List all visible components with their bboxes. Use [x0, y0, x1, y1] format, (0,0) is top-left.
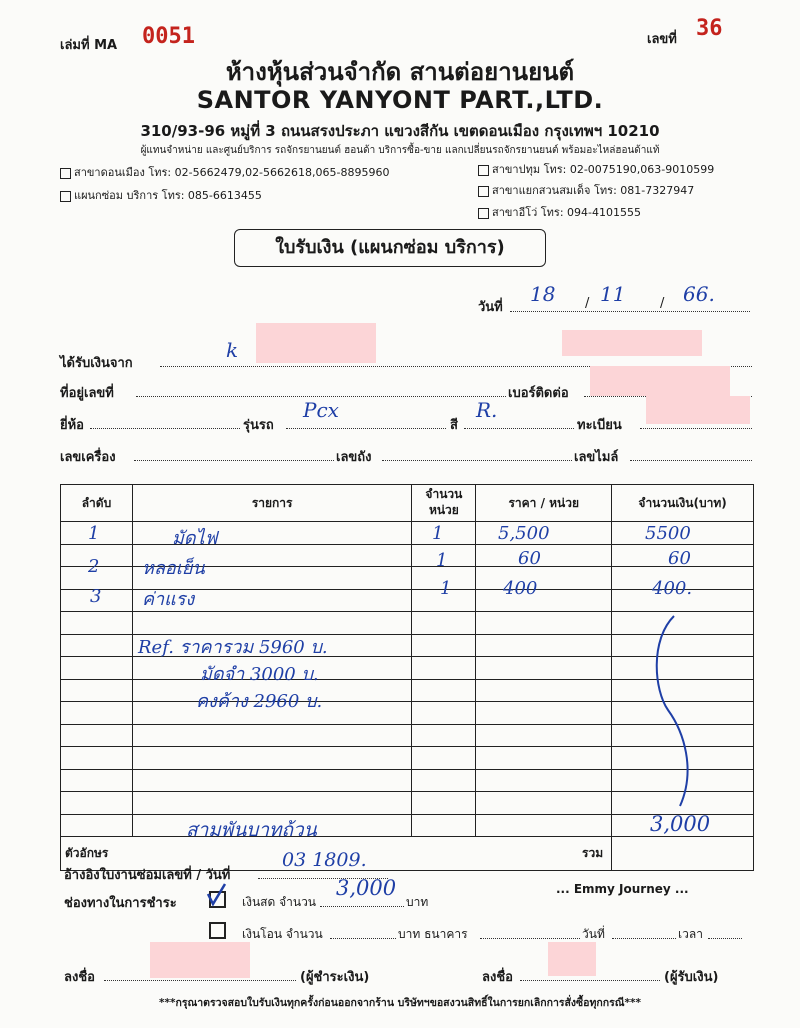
letters-value: สามพันบาทถ้วน — [186, 819, 317, 841]
col-header-item: รายการ — [132, 485, 412, 522]
note-ref-total: Ref. ราคารวม 5960 บ. — [138, 637, 328, 658]
letters-label: ตัวอักษร — [65, 846, 109, 860]
emmy-note: ... Emmy Journey ... — [556, 882, 689, 896]
transfer-time-label: เวลา — [678, 927, 703, 941]
checkbox-icon — [478, 208, 489, 219]
receiver-sign-label: ลงชื่อ — [482, 970, 513, 985]
redacted-payer-signature — [150, 942, 250, 978]
col-header-amount: จำนวนเงิน(บาท) — [612, 485, 754, 522]
row3-amount: 400. — [652, 578, 693, 599]
payment-label: ช่องทางในการชำระ — [64, 896, 177, 911]
color-label: สี — [450, 418, 458, 433]
total-value: 3,000 — [650, 812, 711, 836]
footer-notice: ***กรุณาตรวจสอบใบรับเงินทุกครั้งก่อนออกจากร้าน บริษัทฯขอสงวนสิทธิ์ในการยกเลิกการสั่งซื้อทุกกรณี*** — [159, 997, 641, 1009]
book-number: 0051 — [142, 24, 195, 49]
date-day: 18 — [530, 282, 556, 306]
redacted-surname — [562, 330, 702, 356]
payer-sign-label: ลงชื่อ — [64, 970, 95, 985]
row3-no: 3 — [90, 586, 102, 607]
col-header-qty: จำนวน หน่วย — [412, 485, 476, 522]
row2-amount: 60 — [668, 548, 691, 569]
company-address: 310/93-96 หมู่ที่ 3 ถนนสรงประภา แขวงสีกัน เขตดอนเมือง กรุงเทพฯ 10210 — [140, 122, 660, 140]
reference-value: 03 1809. — [282, 849, 367, 871]
row3-item: ค่าแรง — [142, 589, 195, 610]
check-mark-icon — [204, 882, 228, 908]
receipt-no-label: เลขที่ — [647, 32, 677, 47]
branch-right-1: สาขาปทุม โทร: 02-0075190,063-9010599 — [478, 160, 714, 178]
bracket-mark — [640, 610, 700, 810]
row3-qty: 1 — [440, 578, 452, 599]
company-name-th: ห้างหุ้นส่วนจำกัด สานต่อยานยนต์ — [225, 58, 575, 86]
receiver-role: (ผู้รับเงิน) — [664, 970, 719, 985]
row2-item: หลอเย็น — [142, 558, 205, 579]
chassis-label: เลขถัง — [336, 450, 372, 465]
color-value: R. — [476, 398, 498, 422]
row2-price: 60 — [518, 548, 541, 569]
branch-left-1: สาขาดอนเมือง โทร: 02-5662479,02-5662618,065-8895960 — [60, 163, 389, 181]
date-month: 11 — [600, 282, 626, 306]
transfer-date-label: วันที่ — [582, 927, 605, 941]
redacted-plate — [646, 396, 750, 424]
col-header-no: ลำดับ — [61, 485, 133, 522]
address-label: ที่อยู่เลขที่ — [60, 386, 114, 401]
row2-no: 2 — [88, 556, 100, 577]
checkbox-icon — [478, 165, 489, 176]
transfer-label: เงินโอน จำนวน — [242, 927, 323, 941]
engine-label: เลขเครื่อง — [60, 450, 116, 465]
form-title: ใบรับเงิน (แผนกซ่อม บริการ) — [234, 229, 546, 267]
date-year: 66. — [683, 282, 715, 306]
row1-qty: 1 — [432, 523, 444, 544]
phone-label: เบอร์ติดต่อ — [508, 386, 569, 401]
mileage-label: เลขไมล์ — [574, 450, 619, 465]
cash-baht: บาท — [406, 895, 429, 909]
branch-right-3: สาขาอีโว่ โทร: 094-4101555 — [478, 203, 641, 221]
model-label: รุ่นรถ — [243, 418, 274, 433]
row1-no: 1 — [88, 523, 100, 544]
brand-label: ยี่ห้อ — [60, 418, 84, 433]
checkbox-icon — [60, 168, 71, 179]
transfer-checkbox[interactable] — [209, 922, 226, 939]
company-tagline: ผู้แทนจำหน่าย และศูนย์บริการ รถจักรยานยนต์ ฮอนด้า บริการซื้อ-ขาย แลกเปลี่ยนรถจักรยานยนต์ พร้อมอะไหล่ฮอนด้าแท้ — [140, 145, 660, 156]
date-label: วันที่ — [478, 300, 503, 315]
row1-price: 5,500 — [498, 523, 550, 544]
redacted-phone — [590, 366, 730, 396]
transfer-bank-label: บาท ธนาคาร — [398, 927, 468, 941]
plate-label: ทะเบียน — [577, 418, 622, 433]
cash-label: เงินสด จำนวน — [242, 895, 317, 909]
received-from-value: k — [226, 338, 239, 362]
total-label: รวม — [582, 846, 604, 860]
model-value: Pcx — [303, 398, 339, 422]
reference-label: อ้างอิงใบงานซ่อมเลขที่ / วันที่ — [64, 868, 231, 883]
col-header-price: ราคา / หน่วย — [476, 485, 612, 522]
row1-amount: 5500 — [645, 523, 691, 544]
received-from-label: ได้รับเงินจาก — [60, 356, 133, 371]
table-header-row — [61, 485, 754, 522]
payer-role: (ผู้ชำระเงิน) — [300, 970, 370, 985]
note-balance: คงค้าง 2960 บ. — [196, 691, 323, 712]
row2-qty: 1 — [436, 550, 448, 571]
checkbox-icon — [478, 186, 489, 197]
note-deposit: มัดจำ 3000 บ. — [200, 664, 319, 685]
checkbox-icon — [60, 191, 71, 202]
redacted-name — [256, 323, 376, 363]
book-label: เล่มที่ MA — [60, 38, 118, 53]
branch-right-2: สาขาแยกสวนสมเด็จ โทร: 081-7327947 — [478, 181, 694, 199]
company-name-en: SANTOR YANYONT PART.,LTD. — [196, 86, 604, 114]
row3-price: 400 — [503, 578, 538, 599]
cash-value: 3,000 — [336, 876, 397, 900]
receipt-no-number: 36 — [696, 16, 723, 41]
row1-item: มัดไฟ — [172, 528, 218, 549]
redacted-receiver-signature — [548, 942, 596, 976]
branch-left-2: แผนกซ่อม บริการ โทร: 085-6613455 — [60, 186, 262, 204]
